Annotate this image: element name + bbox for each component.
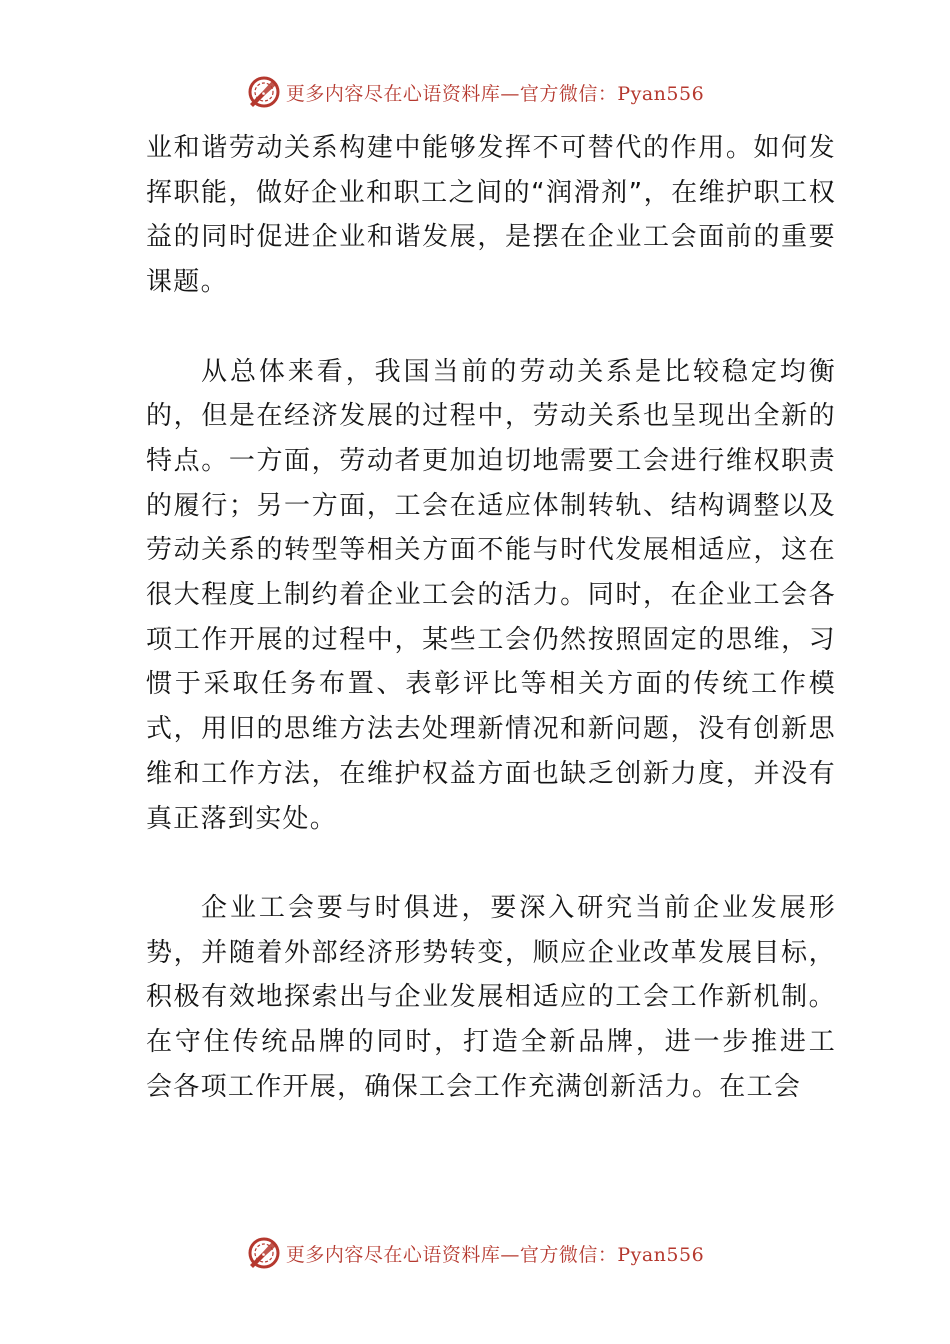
- header-watermark: [0, 72, 950, 112]
- pen-nib-seal-icon: [246, 74, 282, 110]
- pen-nib-seal-icon: [246, 1235, 282, 1271]
- document-body: [146, 126, 836, 1109]
- watermark-text: 更多内容尽在心语资料库—官方微信：Pyan556: [285, 1243, 705, 1266]
- paragraph-gap: [146, 305, 836, 350]
- paragraph-continuation: 业和谐劳动关系构建中能够发挥不可替代的作用。如何发挥职能，做好企业和职工之间的“润滑剂”，在维护职工权益的同时促进企业和谐发展，是摆在企业工会面前的重要课题。: [146, 133, 836, 298]
- paragraph-gap: [146, 841, 836, 886]
- footer-watermark: [0, 1233, 950, 1273]
- watermark-text: 更多内容尽在心语资料库—官方微信：Pyan556: [285, 82, 705, 105]
- paragraph: 从总体来看，我国当前的劳动关系是比较稳定均衡的，但是在经济发展的过程中，劳动关系也呈现出全新的特点。一方面，劳动者更加迫切地需要工会进行维权职责的履行；另一方面，工会在适应体制转轨、结构调整以及劳动关系的转型等相关方面不能与时代发展相适应，这在很大程度上制约着企业工会的活力。同时，在企业工会各项工作开展的过程中，某些工会仍然按照固定的思维，习惯于采取任务布置、表彰评比等相关方面的传统工作模式，用旧的思维方法去处理新情况和新问题，没有创新思维和工作方法，在维护权益方面也缺乏创新力度，并没有真正落到实处。: [146, 356, 836, 834]
- paragraph: 企业工会要与时俱进，要深入研究当前企业发展形势，并随着外部经济形势转变，顺应企业改革发展目标， 积极有效地探索出与企业发展相适应的工会工作新机制。在守住传统品牌的同时，打造全新品牌，进一步推进工 会各项工作开展，确保工会工作充满创新活力。在工会: [146, 892, 836, 1102]
